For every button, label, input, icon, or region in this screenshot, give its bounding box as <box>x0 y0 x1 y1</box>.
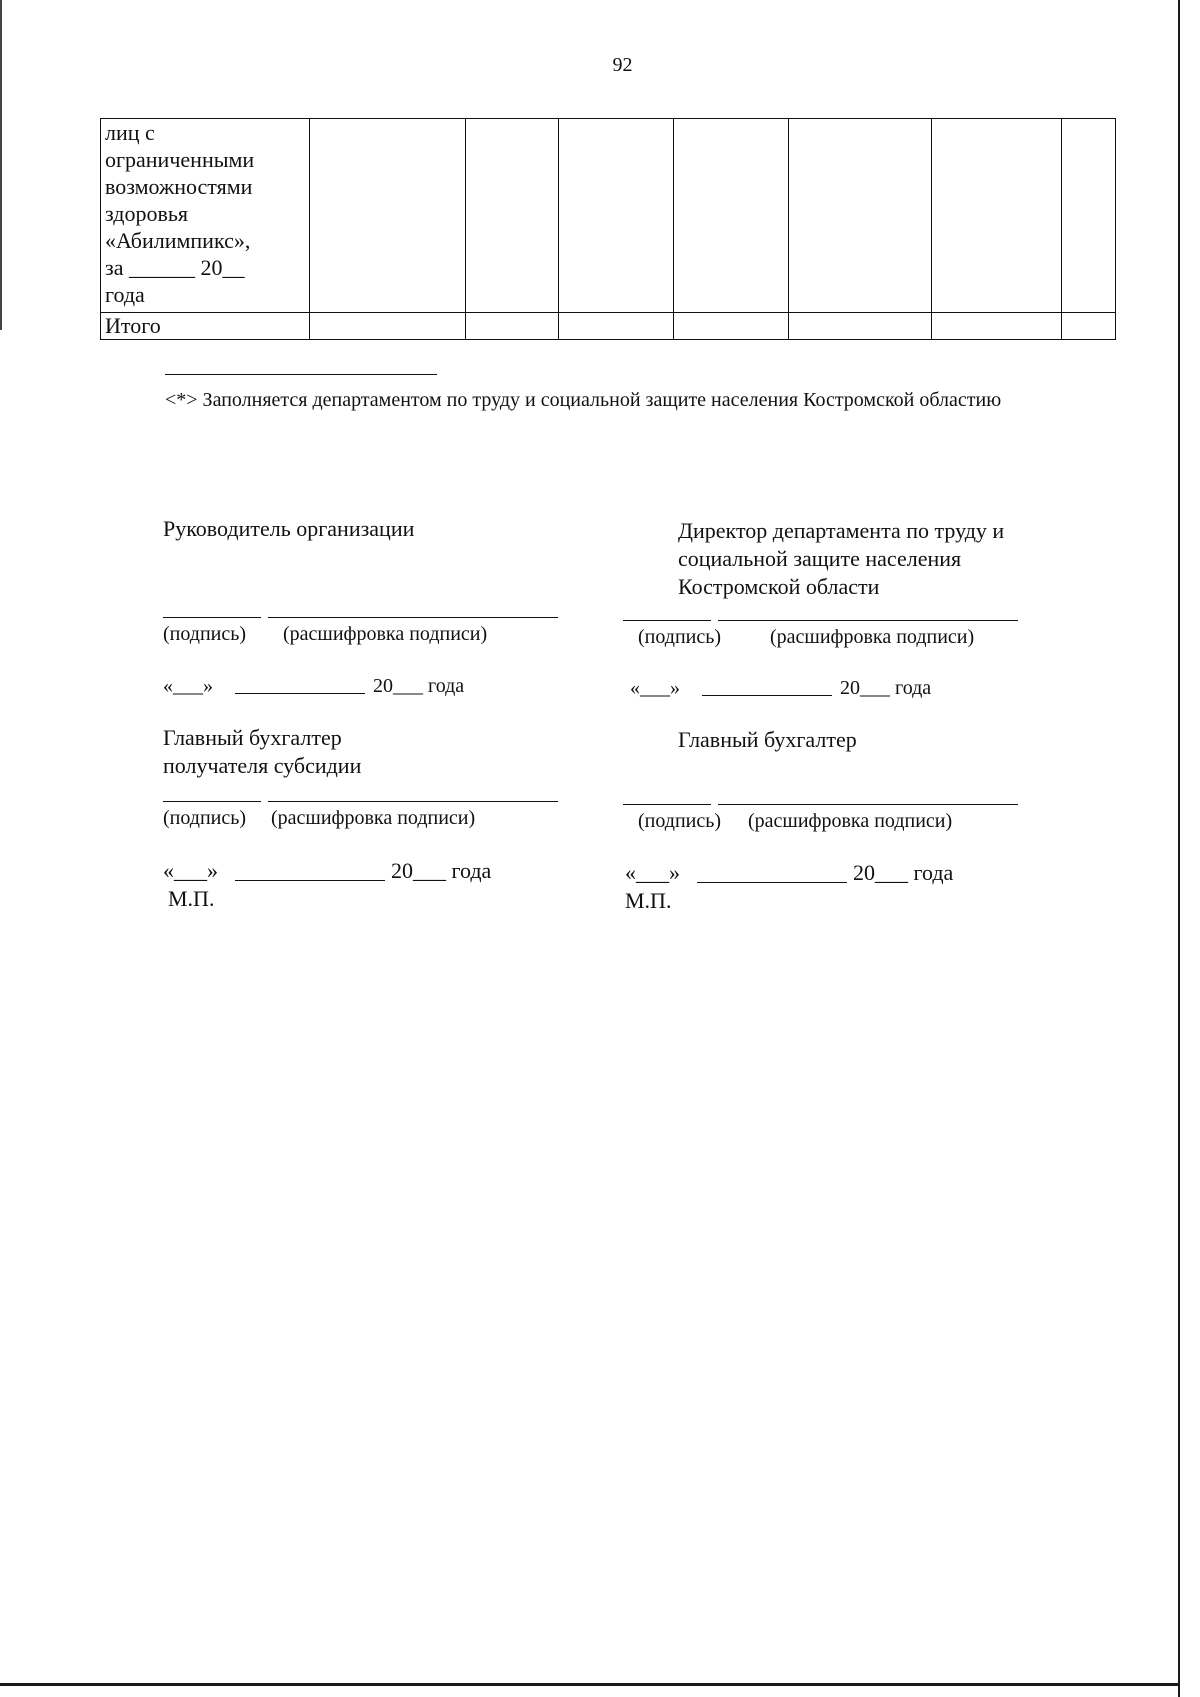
left-stamp: М.П. <box>168 886 215 911</box>
left-date-day: «___» <box>163 675 213 697</box>
table-cell <box>1062 119 1116 313</box>
right-date-year-2: 20___ года <box>853 860 954 885</box>
left-decode-line-2 <box>268 801 558 802</box>
table-row-total <box>101 313 1116 340</box>
table-cell <box>559 313 674 340</box>
row-label-line: года <box>105 282 145 307</box>
left-date-year-2: 20___ года <box>391 858 492 883</box>
table-cell <box>932 119 1062 313</box>
right-accountant: Главный бухгалтер <box>678 727 857 752</box>
right-date-month-line <box>702 695 832 696</box>
right-sig-label-2: (подпись) <box>638 810 722 832</box>
left-decode-line <box>268 617 558 618</box>
left-date-year: 20___ года <box>373 675 465 697</box>
left-accountant-line2: получателя субсидии <box>163 753 362 778</box>
row-label-line: «Абилимпикс», <box>105 228 251 253</box>
left-decode-label-2: (расшифровка подписи) <box>271 807 476 829</box>
right-signer-title-line2: социальной защите населения <box>678 546 962 571</box>
right-signature-line-2 <box>623 804 711 805</box>
left-date-month-line <box>235 693 365 694</box>
right-signer-title-line1: Директор департамента по труду и <box>678 518 1005 543</box>
table-cell <box>789 313 932 340</box>
table-cell <box>310 313 466 340</box>
right-date-day: «___» <box>630 677 680 699</box>
row-label-cell <box>101 119 310 313</box>
total-label-cell: Итого <box>101 313 310 340</box>
table-cell <box>466 119 559 313</box>
right-date-month-line-2 <box>697 882 847 883</box>
right-decode-label: (расшифровка подписи) <box>770 626 975 648</box>
table-row <box>101 119 1116 313</box>
table-cell <box>559 119 674 313</box>
row-label-line: здоровья <box>105 201 189 226</box>
right-stamp: М.П. <box>625 888 672 913</box>
table-cell <box>674 313 789 340</box>
row-label-line: возможностями <box>105 174 253 199</box>
table-cell <box>310 119 466 313</box>
scan-edge-bottom <box>0 1683 1180 1686</box>
row-label-line: лиц с <box>105 120 155 145</box>
row-label-line: за ______ 20__ <box>105 255 245 280</box>
scan-edge-right <box>1178 0 1180 1697</box>
left-decode-label: (расшифровка подписи) <box>283 623 488 645</box>
right-sig-label: (подпись) <box>638 626 722 648</box>
row-label-line: ограниченными <box>105 147 255 172</box>
table-cell <box>789 119 932 313</box>
right-signer-title-line3: Костромской области <box>678 574 880 599</box>
table-cell <box>466 313 559 340</box>
report-table <box>100 118 1116 340</box>
right-decode-line-2 <box>718 804 1018 805</box>
left-sig-label-2: (подпись) <box>163 807 247 829</box>
page-number: 92 <box>612 54 633 76</box>
left-signature-line-2 <box>163 801 261 802</box>
left-sig-label: (подпись) <box>163 623 247 645</box>
table-cell <box>674 119 789 313</box>
table-cell <box>1062 313 1116 340</box>
scan-edge-left <box>0 0 2 330</box>
right-decode-label-2: (расшифровка подписи) <box>748 810 953 832</box>
footnote-separator <box>165 374 437 375</box>
right-signature-line <box>623 620 711 621</box>
right-date-year: 20___ года <box>840 677 932 699</box>
left-signer-title: Руководитель организации <box>163 516 415 541</box>
left-date-day-2: «___» <box>163 858 218 883</box>
left-signature-line <box>163 617 261 618</box>
table-cell <box>932 313 1062 340</box>
left-accountant-line1: Главный бухгалтер <box>163 725 342 750</box>
right-decode-line <box>718 620 1018 621</box>
right-date-day-2: «___» <box>625 860 680 885</box>
footnote-text: <*> Заполняется департаментом по труду и социальной защите населения Костромской областию <box>165 389 1002 411</box>
left-date-month-line-2 <box>235 880 385 881</box>
